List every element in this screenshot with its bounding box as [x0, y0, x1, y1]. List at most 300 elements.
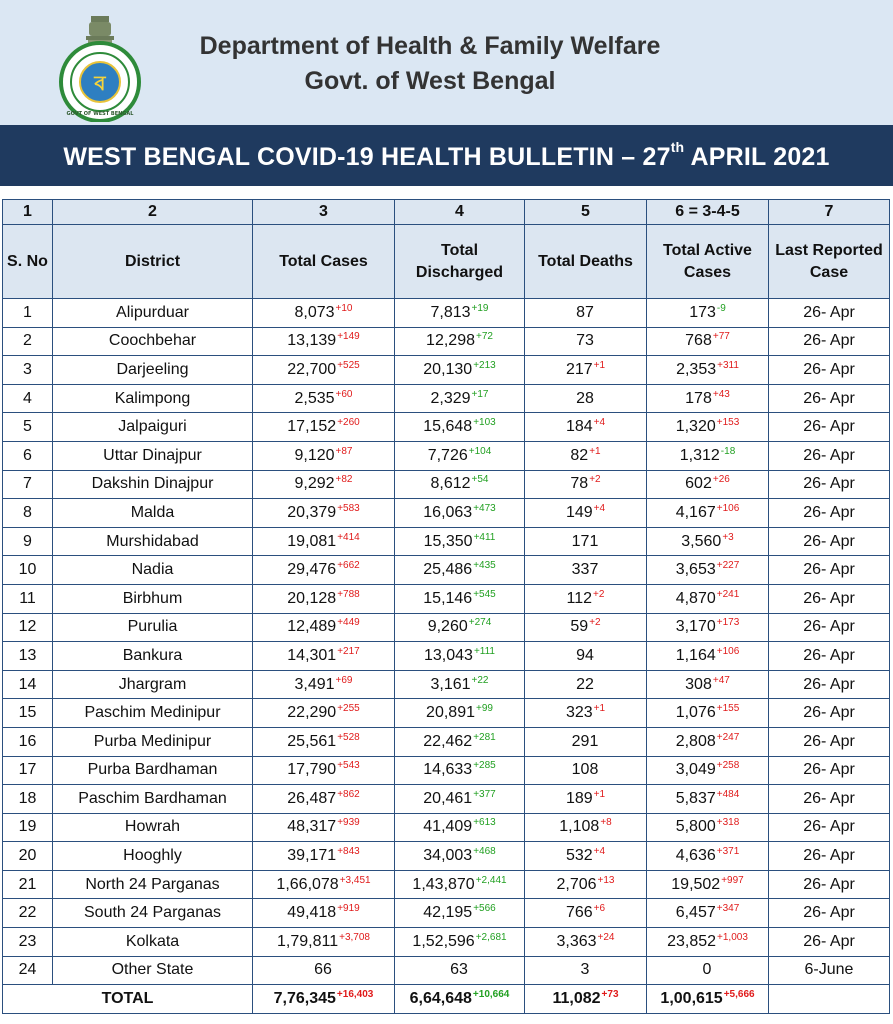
delta: +4	[593, 502, 606, 514]
bulletin-title	[0, 125, 893, 186]
delta: +583	[337, 502, 360, 514]
cell-total-cases	[253, 956, 395, 985]
column-number: 7	[769, 200, 890, 225]
delta: +247	[716, 731, 740, 743]
delta: +997	[721, 874, 744, 886]
cell-sno	[3, 956, 53, 985]
value: 2,808	[675, 732, 716, 750]
value: 26- Apr	[803, 418, 855, 436]
total-row	[3, 985, 890, 1014]
cell-district	[53, 642, 253, 671]
cell-sno	[3, 813, 53, 842]
cell-total-deaths	[525, 470, 647, 499]
delta: +26	[712, 474, 730, 486]
value: 4,870	[675, 589, 716, 607]
delta: +543	[337, 760, 360, 772]
delta: +1	[593, 359, 606, 371]
delta: +843	[337, 846, 360, 858]
value: 5,800	[675, 818, 716, 836]
cell-last-reported	[769, 384, 890, 413]
value: 21	[18, 875, 37, 893]
value: 768	[685, 332, 712, 350]
value: 22	[18, 904, 37, 922]
delta: +60	[335, 388, 353, 400]
cell-last-reported	[769, 327, 890, 356]
cell-sno	[3, 613, 53, 642]
cell-total-deaths	[525, 613, 647, 642]
total-cases	[253, 985, 395, 1014]
value: 25,486	[423, 561, 473, 579]
value: Jalpaiguri	[118, 418, 187, 436]
value: 5	[23, 418, 32, 436]
cell-total-active	[647, 441, 769, 470]
value: 108	[571, 761, 599, 779]
delta: +69	[335, 674, 353, 686]
value: 23,852	[667, 932, 717, 950]
value: 16	[18, 732, 37, 750]
column-number: 2	[53, 200, 253, 225]
value: 22,290	[287, 704, 337, 722]
value: 3,491	[294, 675, 335, 693]
delta: +414	[337, 531, 360, 543]
value: 26- Apr	[803, 704, 855, 722]
table-row	[3, 699, 890, 728]
table-row	[3, 470, 890, 499]
cell-district	[53, 499, 253, 528]
value: 1,108	[559, 818, 600, 836]
value: 26- Apr	[803, 561, 855, 579]
cell-last-reported	[769, 756, 890, 785]
value: 20,130	[423, 360, 473, 378]
cell-total-cases	[253, 870, 395, 899]
delta: +213	[473, 359, 496, 371]
delta: +862	[337, 788, 360, 800]
column-number: 6 = 3-4-5	[647, 200, 769, 225]
cell-sno	[3, 642, 53, 671]
value: 1	[23, 303, 32, 321]
value: 11	[19, 589, 36, 607]
cell-total-discharged	[395, 299, 525, 328]
cell-total-cases	[253, 584, 395, 613]
value: 3,653	[675, 561, 716, 579]
delta: +77	[712, 331, 730, 343]
cell-last-reported	[769, 613, 890, 642]
header-total-discharged: Total Discharged	[395, 225, 525, 299]
value: 17,152	[287, 418, 337, 436]
value: 26- Apr	[803, 732, 855, 750]
value: 12,489	[287, 618, 337, 636]
value: 26- Apr	[803, 932, 855, 950]
cell-total-cases	[253, 299, 395, 328]
cell-total-active	[647, 928, 769, 957]
delta: +106	[716, 502, 740, 514]
delta: +566	[473, 903, 496, 915]
column-number: 3	[253, 200, 395, 225]
value: 3,170	[675, 618, 716, 636]
cell-total-cases	[253, 441, 395, 470]
value: 29,476	[287, 561, 337, 579]
header-district: District	[53, 225, 253, 299]
cell-total-cases	[253, 413, 395, 442]
value: 26- Apr	[803, 360, 855, 378]
value: Dakshin Dinajpur	[91, 475, 214, 493]
value: 1,312	[679, 446, 720, 464]
value: 1,320	[675, 418, 716, 436]
cell-total-deaths	[525, 756, 647, 785]
table-row	[3, 413, 890, 442]
value: 82	[570, 446, 589, 464]
cell-last-reported	[769, 441, 890, 470]
delta: +318	[716, 817, 740, 829]
value: 15,146	[423, 589, 473, 607]
cell-total-cases	[253, 785, 395, 814]
cell-last-reported	[769, 556, 890, 585]
value: South 24 Parganas	[84, 904, 221, 922]
cell-total-cases	[253, 813, 395, 842]
value: 532	[565, 847, 593, 865]
cell-sno	[3, 527, 53, 556]
delta: +111	[473, 645, 495, 657]
cell-total-active	[647, 813, 769, 842]
value: 1,00,615	[660, 990, 723, 1008]
value: 1,164	[675, 646, 716, 664]
value: 26- Apr	[803, 904, 855, 922]
header-last-reported: Last Reported Case	[769, 225, 890, 299]
table-row	[3, 842, 890, 871]
cell-total-cases	[253, 470, 395, 499]
value: 6,457	[675, 904, 716, 922]
value: 4,636	[675, 847, 716, 865]
value: Malda	[130, 503, 175, 521]
value: Bankura	[122, 646, 183, 664]
value: Paschim Medinipur	[84, 704, 221, 722]
value: 20,461	[423, 789, 473, 807]
delta: +153	[716, 417, 740, 429]
delta: +241	[716, 588, 740, 600]
delta: +545	[473, 588, 496, 600]
delta: +1	[589, 445, 601, 457]
value: 149	[565, 503, 593, 521]
table-row	[3, 956, 890, 985]
value: 23	[18, 932, 37, 950]
value: Alipurduar	[116, 303, 189, 321]
delta: +449	[337, 617, 360, 629]
delta: -18	[720, 445, 736, 457]
value: Jhargram	[118, 675, 187, 693]
cell-total-discharged	[395, 956, 525, 985]
cell-total-cases	[253, 727, 395, 756]
table-row	[3, 813, 890, 842]
delta: +347	[716, 903, 740, 915]
value: 189	[565, 789, 593, 807]
value: 602	[685, 475, 712, 493]
district-bulletin-table	[2, 199, 890, 1014]
column-number: 5	[525, 200, 647, 225]
delta: +99	[475, 703, 493, 715]
cell-sno	[3, 756, 53, 785]
bulletin-title-prefix: WEST BENGAL COVID-19 HEALTH BULLETIN – 27	[63, 143, 671, 171]
cell-district	[53, 556, 253, 585]
value: Darjeeling	[116, 360, 189, 378]
cell-total-active	[647, 527, 769, 556]
cell-total-cases	[253, 899, 395, 928]
cell-total-deaths	[525, 499, 647, 528]
cell-total-active	[647, 413, 769, 442]
value: 291	[571, 732, 599, 750]
cell-total-cases	[253, 756, 395, 785]
cell-total-discharged	[395, 899, 525, 928]
cell-last-reported	[769, 527, 890, 556]
cell-total-discharged	[395, 356, 525, 385]
table-row	[3, 584, 890, 613]
value: 3,560	[681, 532, 722, 550]
cell-total-deaths	[525, 785, 647, 814]
cell-total-cases	[253, 327, 395, 356]
cell-total-discharged	[395, 699, 525, 728]
cell-sno	[3, 870, 53, 899]
cell-total-cases	[253, 613, 395, 642]
cell-last-reported	[769, 956, 890, 985]
cell-total-deaths	[525, 584, 647, 613]
value: 78	[570, 475, 589, 493]
cell-total-discharged	[395, 470, 525, 499]
column-number: 4	[395, 200, 525, 225]
cell-district	[53, 470, 253, 499]
delta: +10	[335, 302, 353, 314]
cell-total-discharged	[395, 613, 525, 642]
cell-total-active	[647, 756, 769, 785]
delta: +613	[473, 817, 496, 829]
delta: +2,681	[475, 931, 507, 943]
value: 26- Apr	[803, 618, 855, 636]
cell-total-deaths	[525, 670, 647, 699]
header-sno: S. No	[3, 225, 53, 299]
value: Paschim Bardhaman	[78, 789, 227, 807]
cell-total-discharged	[395, 727, 525, 756]
table-row	[3, 727, 890, 756]
value: 7,813	[430, 303, 471, 321]
page-header	[0, 0, 893, 125]
cell-total-discharged	[395, 813, 525, 842]
value: 0	[702, 961, 712, 979]
cell-total-discharged	[395, 785, 525, 814]
value: 9	[23, 532, 32, 550]
total-discharged	[395, 985, 525, 1014]
value: 1,43,870	[412, 875, 475, 893]
value: 12	[18, 618, 37, 636]
delta: +411	[473, 531, 496, 543]
value: Other State	[111, 961, 194, 979]
value: Howrah	[124, 818, 181, 836]
cell-last-reported	[769, 699, 890, 728]
delta: +484	[716, 788, 740, 800]
value: 87	[576, 303, 594, 321]
cell-sno	[3, 584, 53, 613]
cell-district	[53, 870, 253, 899]
delta: +473	[473, 502, 496, 514]
delta: +106	[716, 645, 740, 657]
cell-total-deaths	[525, 813, 647, 842]
cell-last-reported	[769, 870, 890, 899]
cell-total-active	[647, 356, 769, 385]
total-deaths	[525, 985, 647, 1014]
bulletin-title-suffix: APRIL 2021	[684, 143, 830, 171]
table-row	[3, 327, 890, 356]
cell-district	[53, 785, 253, 814]
value: 184	[565, 418, 593, 436]
value: 18	[18, 789, 37, 807]
value: 26- Apr	[803, 475, 855, 493]
value: 26- Apr	[803, 847, 855, 865]
column-number-row	[3, 200, 890, 225]
column-header-row	[3, 225, 890, 299]
delta: +788	[337, 588, 360, 600]
cell-sno	[3, 785, 53, 814]
cell-total-cases	[253, 670, 395, 699]
delta: +217	[337, 645, 360, 657]
delta: +371	[716, 846, 740, 858]
value: 9,260	[427, 618, 468, 636]
value: 19,502	[671, 875, 721, 893]
value: 11,082	[552, 990, 601, 1008]
value: 10	[18, 561, 37, 579]
cell-sno	[3, 670, 53, 699]
value: 308	[685, 675, 712, 693]
delta: +311	[717, 359, 739, 371]
delta: +1	[593, 788, 606, 800]
delta: +104	[468, 445, 492, 457]
table-row	[3, 384, 890, 413]
cell-last-reported	[769, 785, 890, 814]
cell-sno	[3, 356, 53, 385]
delta: +939	[337, 817, 360, 829]
cell-district	[53, 384, 253, 413]
delta: +274	[468, 617, 492, 629]
cell-total-active	[647, 642, 769, 671]
cell-sno	[3, 556, 53, 585]
table-row	[3, 299, 890, 328]
value: Birbhum	[122, 589, 183, 607]
cell-total-deaths	[525, 899, 647, 928]
cell-district	[53, 299, 253, 328]
value: 59	[570, 618, 589, 636]
delta: +919	[337, 903, 360, 915]
delta: +525	[337, 359, 360, 371]
cell-district	[53, 413, 253, 442]
cell-sno	[3, 499, 53, 528]
cell-last-reported	[769, 842, 890, 871]
cell-total-deaths	[525, 642, 647, 671]
value: 13,139	[287, 332, 337, 350]
table-row	[3, 670, 890, 699]
cell-sno	[3, 727, 53, 756]
cell-total-cases	[253, 499, 395, 528]
value: 9,120	[294, 446, 335, 464]
delta: +4	[593, 417, 606, 429]
value: 3	[580, 961, 590, 979]
cell-total-active	[647, 299, 769, 328]
delta: +54	[471, 474, 489, 486]
cell-total-active	[647, 384, 769, 413]
cell-total-active	[647, 470, 769, 499]
delta: +173	[716, 617, 740, 629]
delta: +19	[471, 302, 489, 314]
cell-total-active	[647, 785, 769, 814]
value: 63	[450, 961, 468, 979]
value: 2	[23, 332, 32, 350]
value: 337	[571, 561, 599, 579]
delta: +72	[475, 331, 493, 343]
cell-last-reported	[769, 499, 890, 528]
table-row	[3, 499, 890, 528]
cell-district	[53, 441, 253, 470]
cell-total-discharged	[395, 327, 525, 356]
cell-district	[53, 356, 253, 385]
delta: +8	[600, 817, 612, 829]
cell-last-reported	[769, 299, 890, 328]
cell-district	[53, 727, 253, 756]
value: 26- Apr	[803, 446, 855, 464]
delta: +10,664	[472, 989, 510, 1001]
value: 1,66,078	[276, 875, 339, 893]
value: 26- Apr	[803, 761, 855, 779]
value: 20	[18, 847, 37, 865]
table-row	[3, 441, 890, 470]
cell-total-active	[647, 670, 769, 699]
value: 16,063	[423, 503, 473, 521]
delta: +87	[335, 445, 353, 457]
cell-district	[53, 670, 253, 699]
value: 14,633	[423, 761, 473, 779]
total-active	[647, 985, 769, 1014]
value: 8,073	[294, 303, 335, 321]
value: 15,648	[423, 418, 473, 436]
svg-text:ব: ব	[94, 71, 106, 95]
table-row	[3, 756, 890, 785]
value: Purba Medinipur	[93, 732, 212, 750]
bulletin-title-sup: th	[670, 138, 685, 155]
table-row	[3, 527, 890, 556]
value: 12,298	[426, 332, 475, 350]
value: 8,612	[430, 475, 471, 493]
cell-district	[53, 327, 253, 356]
value: 7,76,345	[273, 990, 336, 1008]
value: 26- Apr	[803, 589, 855, 607]
cell-total-active	[647, 956, 769, 985]
value: 14	[18, 675, 37, 693]
table-row	[3, 613, 890, 642]
cell-total-deaths	[525, 356, 647, 385]
delta: +6	[593, 903, 606, 915]
value: 26- Apr	[803, 875, 855, 893]
value: 26- Apr	[803, 675, 855, 693]
cell-total-discharged	[395, 842, 525, 871]
cell-total-cases	[253, 356, 395, 385]
total-last	[769, 985, 890, 1014]
cell-total-deaths	[525, 842, 647, 871]
cell-total-active	[647, 556, 769, 585]
value: 48,317	[287, 818, 337, 836]
delta: +2,441	[475, 874, 507, 886]
table-row	[3, 785, 890, 814]
delta: +103	[473, 417, 496, 429]
value: 1,52,596	[412, 932, 475, 950]
delta: +281	[473, 731, 496, 743]
delta: +2	[589, 617, 601, 629]
value: 25,561	[287, 732, 337, 750]
value: 22,462	[423, 732, 473, 750]
value: 2,353	[676, 360, 717, 378]
